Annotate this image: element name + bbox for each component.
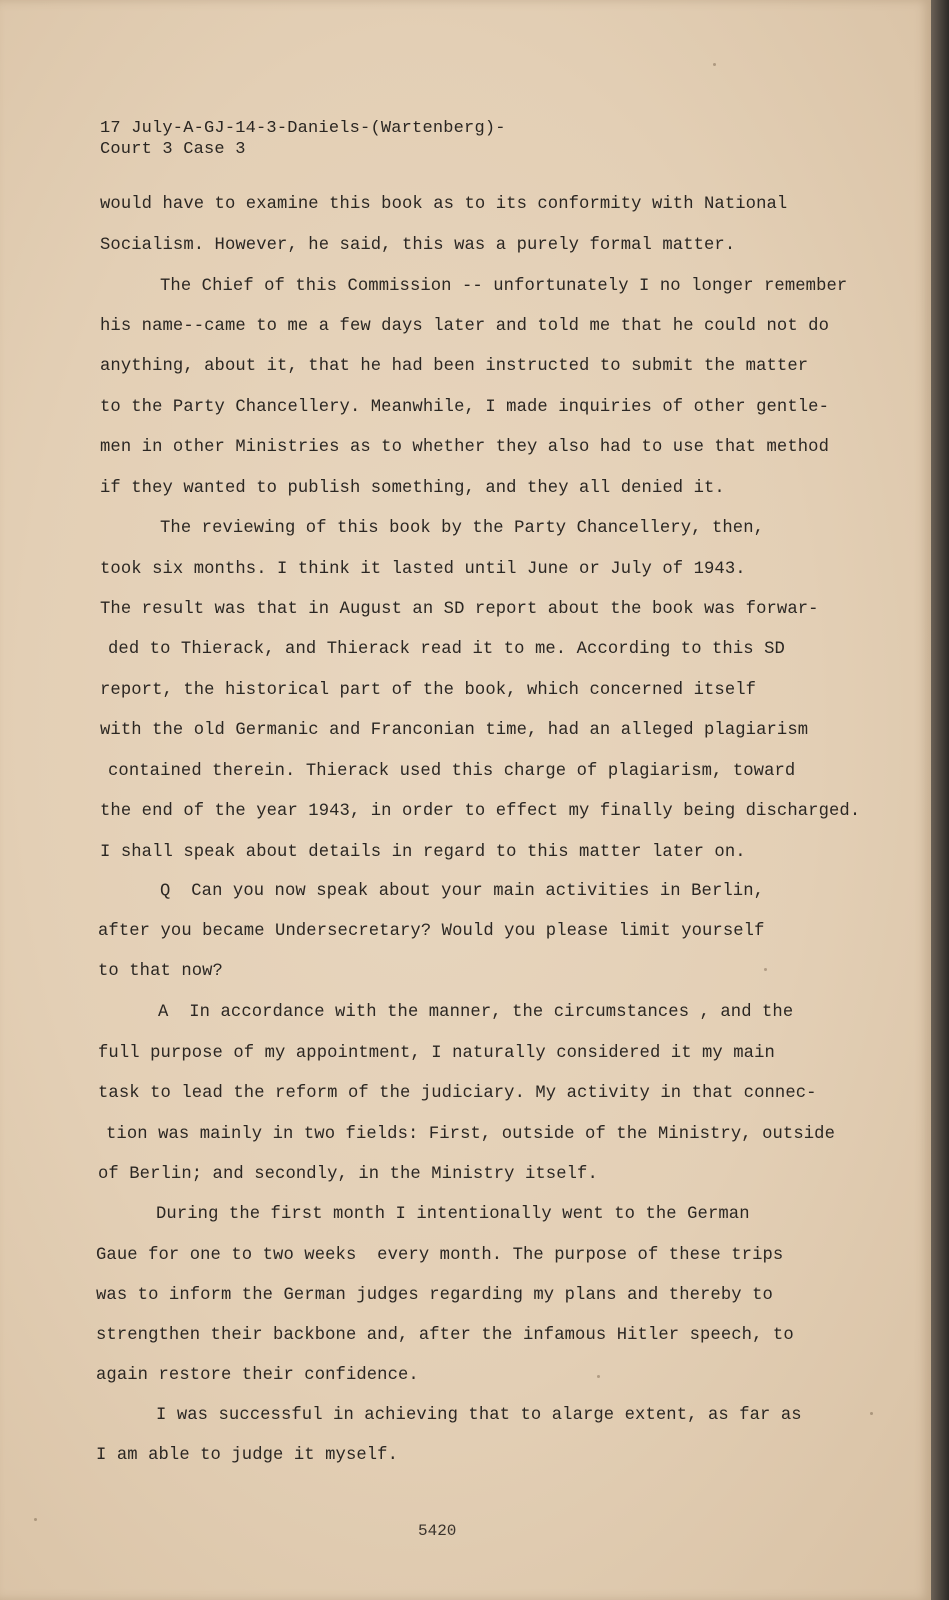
- text-line: the end of the year 1943, in order to effect my finally being discharged.: [100, 802, 861, 821]
- page-edge-shadow: [931, 0, 949, 1600]
- text-line: his name--came to me a few days later and told me that he could not do: [100, 317, 829, 336]
- text-line: of Berlin; and secondly, in the Ministry itself.: [98, 1165, 598, 1184]
- text-line: Gaue for one to two weeks every month. The purpose of these trips: [96, 1246, 784, 1265]
- text-line: The result was that in August an SD report about the book was forwar-: [100, 600, 819, 619]
- text-line: task to lead the reform of the judiciary. My activity in that connec-: [98, 1084, 817, 1103]
- text-line: full purpose of my appointment, I naturally considered it my main: [98, 1044, 775, 1063]
- text-line: after you became Undersecretary? Would you please limit yourself: [98, 922, 765, 941]
- page-number: 5420: [418, 1522, 457, 1540]
- text-line: During the first month I intentionally went to the German: [156, 1205, 750, 1224]
- text-line: The Chief of this Commission -- unfortunately I no longer remember: [160, 277, 848, 296]
- text-line: to the Party Chancellery. Meanwhile, I made inquiries of other gentle-: [100, 398, 829, 417]
- text-line: A In accordance with the manner, the circumstances , and the: [158, 1003, 794, 1022]
- text-line: anything, about it, that he had been instructed to submit the matter: [100, 357, 809, 376]
- text-line: report, the historical part of the book, which concerned itself: [100, 681, 757, 700]
- text-line: I shall speak about details in regard to this matter later on.: [100, 843, 746, 862]
- text-line: ded to Thierack, and Thierack read it to me. According to this SD: [108, 640, 785, 659]
- text-line: again restore their confidence.: [96, 1366, 419, 1385]
- text-line: I am able to judge it myself.: [96, 1446, 399, 1465]
- text-line: Socialism. However, he said, this was a purely formal matter.: [100, 236, 736, 255]
- document-header: [100, 118, 506, 160]
- paper-speck: [34, 1518, 37, 1521]
- paper-speck: [597, 1375, 600, 1378]
- paper-speck: [713, 63, 716, 66]
- text-line: tion was mainly in two fields: First, outside of the Ministry, outside: [106, 1125, 835, 1144]
- header-line-2: Court 3 Case 3: [100, 140, 246, 159]
- text-line: to that now?: [98, 962, 223, 981]
- paper-speck: [870, 1412, 873, 1415]
- text-line: strengthen their backbone and, after the infamous Hitler speech, to: [96, 1326, 794, 1345]
- text-line: was to inform the German judges regarding my plans and thereby to: [96, 1286, 773, 1305]
- text-line: would have to examine this book as to its conformity with National: [100, 195, 788, 214]
- text-line: The reviewing of this book by the Party Chancellery, then,: [160, 519, 765, 538]
- text-line: took six months. I think it lasted until June or July of 1943.: [100, 560, 746, 579]
- text-line: if they wanted to publish something, and they all denied it.: [100, 479, 725, 498]
- text-line: contained therein. Thierack used this charge of plagiarism, toward: [108, 762, 796, 781]
- header-line-1: 17 July-A-GJ-14-3-Daniels-(Wartenberg)-: [100, 119, 506, 138]
- text-line: men in other Ministries as to whether they also had to use that method: [100, 438, 829, 457]
- text-line: with the old Germanic and Franconian time, had an alleged plagiarism: [100, 721, 809, 740]
- paper-speck: [764, 968, 767, 971]
- text-line: I was successful in achieving that to alarge extent, as far as: [156, 1406, 802, 1425]
- text-line: Q Can you now speak about your main activities in Berlin,: [160, 882, 765, 901]
